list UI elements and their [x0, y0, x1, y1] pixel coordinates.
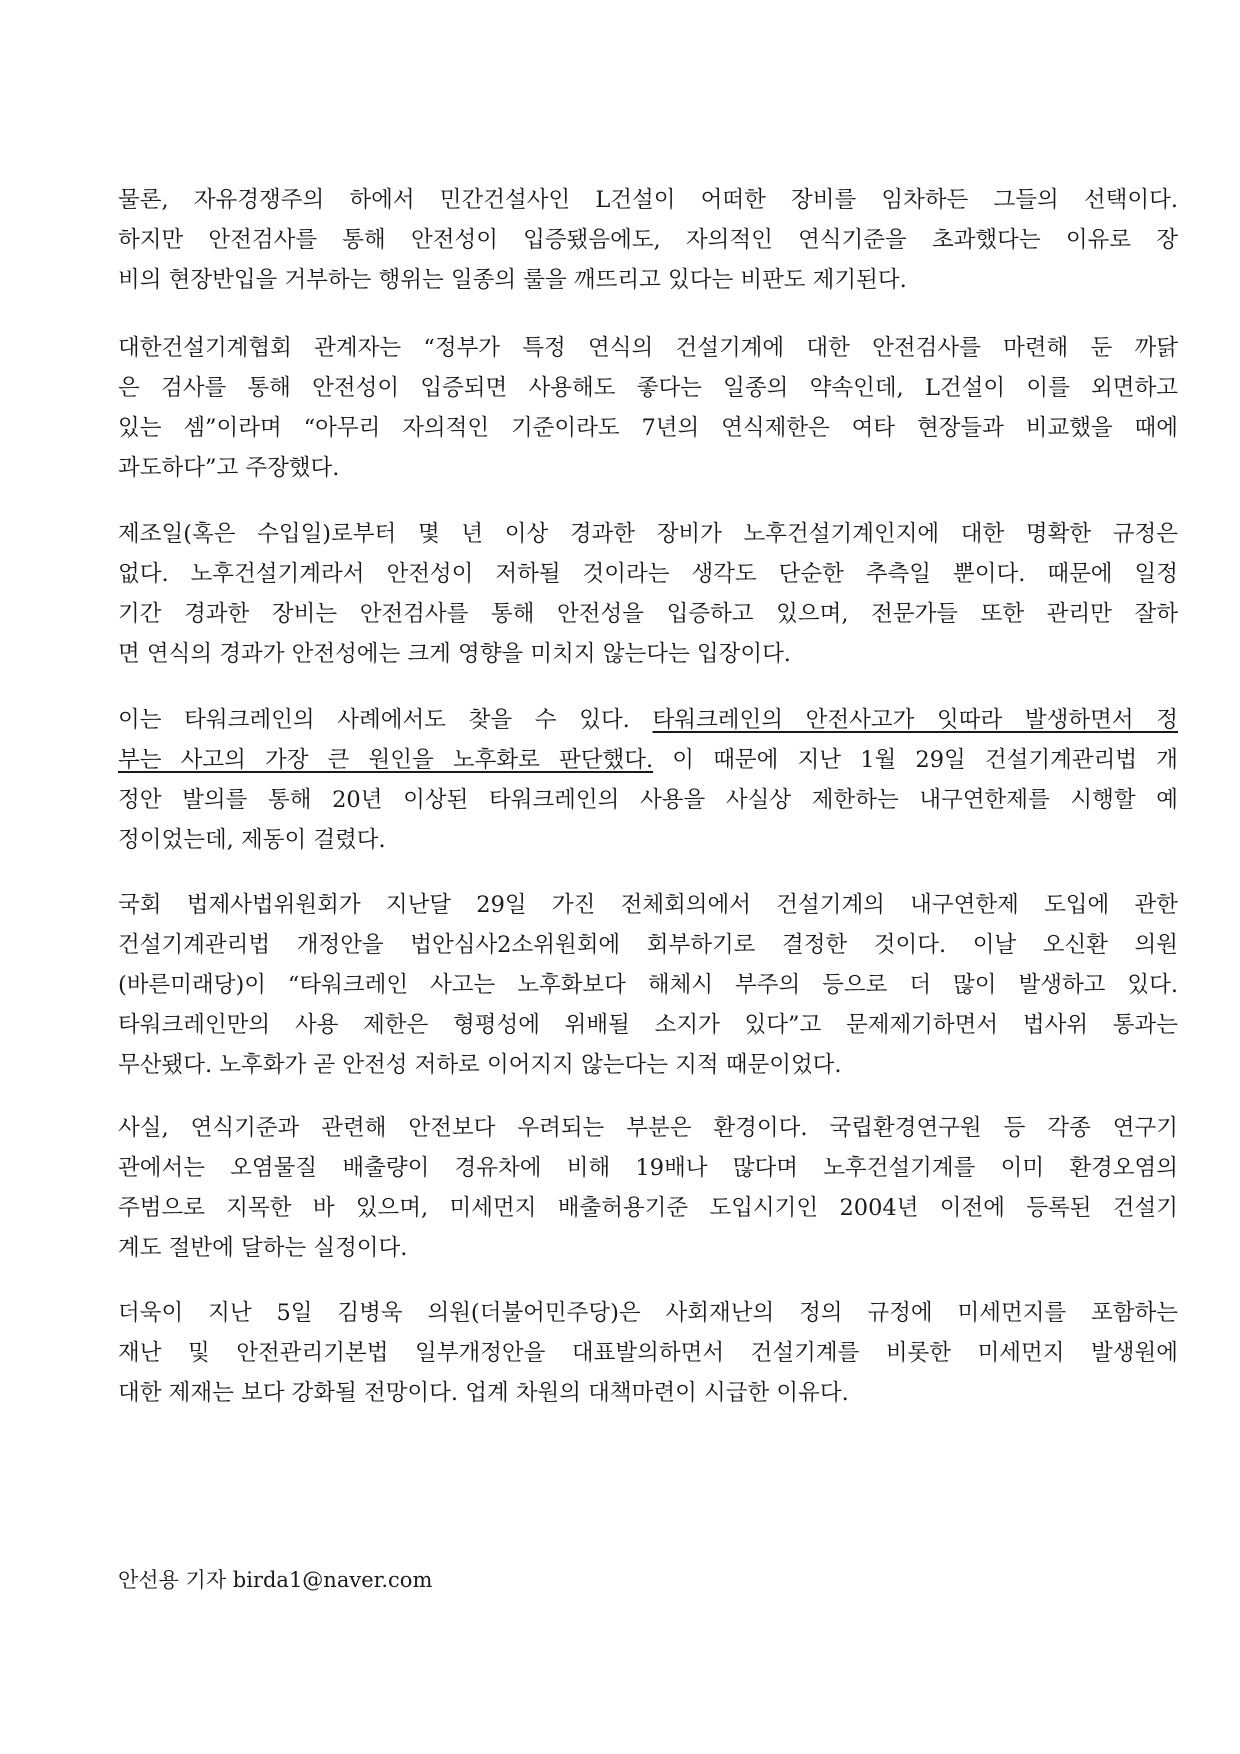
text-line: 정이었는데, 제동이 걸렸다. [118, 827, 386, 853]
text-line: 재난 및 안전관리기본법 일부개정안을 대표발의하면서 건설기계를 비롯한 미세먼지 발생원에 [118, 1340, 1178, 1366]
underlined-text: 부는 사고의 가장 큰 원인을 노후화로 판단했다. [118, 747, 654, 773]
text-segment: 이 때문에 지난 1월 29일 건설기계관리법 개 [653, 747, 1178, 773]
text-segment: 이는 타워크레인의 사례에서도 찾을 수 있다. [118, 707, 653, 733]
text-line: 정안 발의를 통해 20년 이상된 타워크레인의 사용을 사실상 제한하는 내구연한제를 시행할 예 [118, 787, 1178, 813]
text-line: 은 검사를 통해 안전성이 입증되면 사용해도 좋다는 일종의 약속인데, L건설이 이를 외면하고 [118, 375, 1178, 401]
text-line: 제조일(혹은 수입일)로부터 몇 년 이상 경과한 장비가 노후건설기계인지에 대한 명확한 규정은 [118, 521, 1178, 547]
text-line: 대한건설기계협회 관계자는 “정부가 특정 연식의 건설기계에 대한 안전검사를 마련해 둔 까닭 [118, 335, 1178, 361]
text-line [118, 740, 1178, 780]
text-line [118, 700, 1178, 740]
text-line: 무산됐다. 노후화가 곧 안전성 저하로 이어지지 않는다는 지적 때문이었다. [118, 1052, 842, 1078]
paragraph-7 [118, 1293, 1178, 1413]
text-line: 비의 현장반입을 거부하는 행위는 일종의 룰을 깨뜨리고 있다는 비판도 제기된다. [118, 267, 907, 293]
text-line: 더욱이 지난 5일 김병욱 의원(더불어민주당)은 사회재난의 정의 규정에 미세먼지를 포함하는 [118, 1300, 1178, 1326]
text-line: 타워크레인만의 사용 제한은 형평성에 위배될 소지가 있다”고 문제제기하면서 법사위 통과는 [118, 1012, 1178, 1038]
text-line: 하지만 안전검사를 통해 안전성이 입증됐음에도, 자의적인 연식기준을 초과했다는 이유로 장 [118, 227, 1178, 253]
paragraph-3 [118, 514, 1178, 674]
text-line: 관에서는 오염물질 배출량이 경유차에 비해 19배나 많다며 노후건설기계를 이미 환경오염의 [118, 1155, 1178, 1181]
text-line: 사실, 연식기준과 관련해 안전보다 우려되는 부분은 환경이다. 국립환경연구원 등 각종 연구기 [118, 1115, 1178, 1141]
text-line: 과도하다”고 주장했다. [118, 455, 340, 481]
text-line: 대한 제재는 보다 강화될 전망이다. 업계 차원의 대책마련이 시급한 이유다. [118, 1380, 849, 1406]
text-line: 계도 절반에 달하는 실정이다. [118, 1235, 408, 1261]
paragraph-2 [118, 328, 1178, 488]
paragraph-4 [118, 700, 1178, 860]
text-line: (바른미래당)이 “타워크레인 사고는 노후화보다 해체시 부주의 등으로 더 많이 발생하고 있다. [118, 972, 1178, 998]
text-line: 기간 경과한 장비는 안전검사를 통해 안전성을 입증하고 있으며, 전문가들 또한 관리만 잘하 [118, 601, 1178, 627]
paragraph-1 [118, 180, 1178, 300]
text-line: 건설기계관리법 개정안을 법안심사2소위원회에 회부하기로 결정한 것이다. 이날 오신환 의원 [118, 932, 1178, 958]
paragraph-5 [118, 885, 1178, 1085]
text-line: 없다. 노후건설기계라서 안전성이 저하될 것이라는 생각도 단순한 추측일 뿐이다. 때문에 일정 [118, 561, 1178, 587]
text-line: 면 연식의 경과가 안전성에는 크게 영향을 미치지 않는다는 입장이다. [118, 641, 791, 667]
byline: 안선용 기자 birda1@naver.com [118, 1568, 433, 1592]
text-line: 주범으로 지목한 바 있으며, 미세먼지 배출허용기준 도입시기인 2004년 이전에 등록된 건설기 [118, 1195, 1178, 1221]
text-line: 있는 셈”이라며 “아무리 자의적인 기준이라도 7년의 연식제한은 여타 현장들과 비교했을 때에 [118, 415, 1178, 441]
underlined-text: 타워크레인의 안전사고가 잇따라 발생하면서 정 [652, 707, 1178, 733]
text-line: 물론, 자유경쟁주의 하에서 민간건설사인 L건설이 어떠한 장비를 임차하든 그들의 선택이다. [118, 187, 1178, 213]
text-line: 국회 법제사법위원회가 지난달 29일 가진 전체회의에서 건설기계의 내구연한제 도입에 관한 [118, 892, 1178, 918]
paragraph-6 [118, 1108, 1178, 1268]
